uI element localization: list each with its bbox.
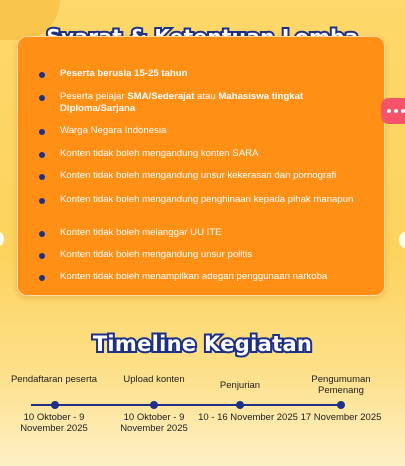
item-text: Konten tidak boleh mengandung konten SARA (60, 148, 259, 159)
bullet-icon (39, 253, 45, 259)
item-text: Konten tidak boleh mengandung unsur kekerasan dan pornografi (60, 170, 337, 181)
prev-arrow-icon[interactable] (0, 232, 4, 246)
timeline-label: Upload konten (123, 374, 185, 385)
item-text: Peserta pelajar SMA/Sederajat atau Mahasiswa tingkat Diploma/Sarjana (60, 91, 304, 114)
next-arrow-icon[interactable] (399, 232, 405, 248)
timeline-date: 10 Oktober - 9 November 2025 (20, 412, 88, 434)
timeline-label: Penjurian (219, 380, 261, 391)
chat-bubble-icon[interactable] (381, 98, 405, 124)
bullet-icon (39, 198, 45, 204)
item-text: Warga Negara Indonesia (60, 125, 167, 136)
bullet-icon (39, 275, 45, 281)
bullet-icon (39, 72, 45, 78)
timeline-date: 17 November 2025 (300, 412, 382, 423)
terms-card (17, 36, 385, 296)
bullet-icon (39, 152, 45, 158)
item-text: Peserta berusia 15-25 tahun (60, 68, 188, 79)
timeline-dot (236, 401, 244, 409)
timeline-label: Pengumuman Pemenang (311, 374, 371, 396)
timeline-date: 10 - 16 November 2025 (198, 412, 298, 423)
timeline-dot (337, 401, 345, 409)
item-text: Konten tidak boleh menampilkan adegan penggunaan narkoba (60, 271, 328, 282)
bullet-icon (39, 231, 45, 237)
timeline-heading: Timeline Kegiatan (92, 332, 313, 356)
timeline-line (31, 404, 342, 406)
timeline-label: Pendaftaran peserta (10, 374, 98, 385)
bullet-icon (39, 174, 45, 180)
timeline-date: 10 Oktober - 9 November 2025 (120, 412, 188, 434)
bullet-icon (39, 129, 45, 135)
timeline-dot (150, 401, 158, 409)
timeline-dot (51, 401, 59, 409)
item-text: Konten tidak boleh melanggar UU ITE (60, 227, 222, 238)
bullet-icon (39, 95, 45, 101)
item-text: Konten tidak boleh mengandung unsur politis (60, 249, 253, 260)
item-text: Konten tidak boleh mengandung penghinaan kepada pihak manapun (60, 194, 354, 205)
